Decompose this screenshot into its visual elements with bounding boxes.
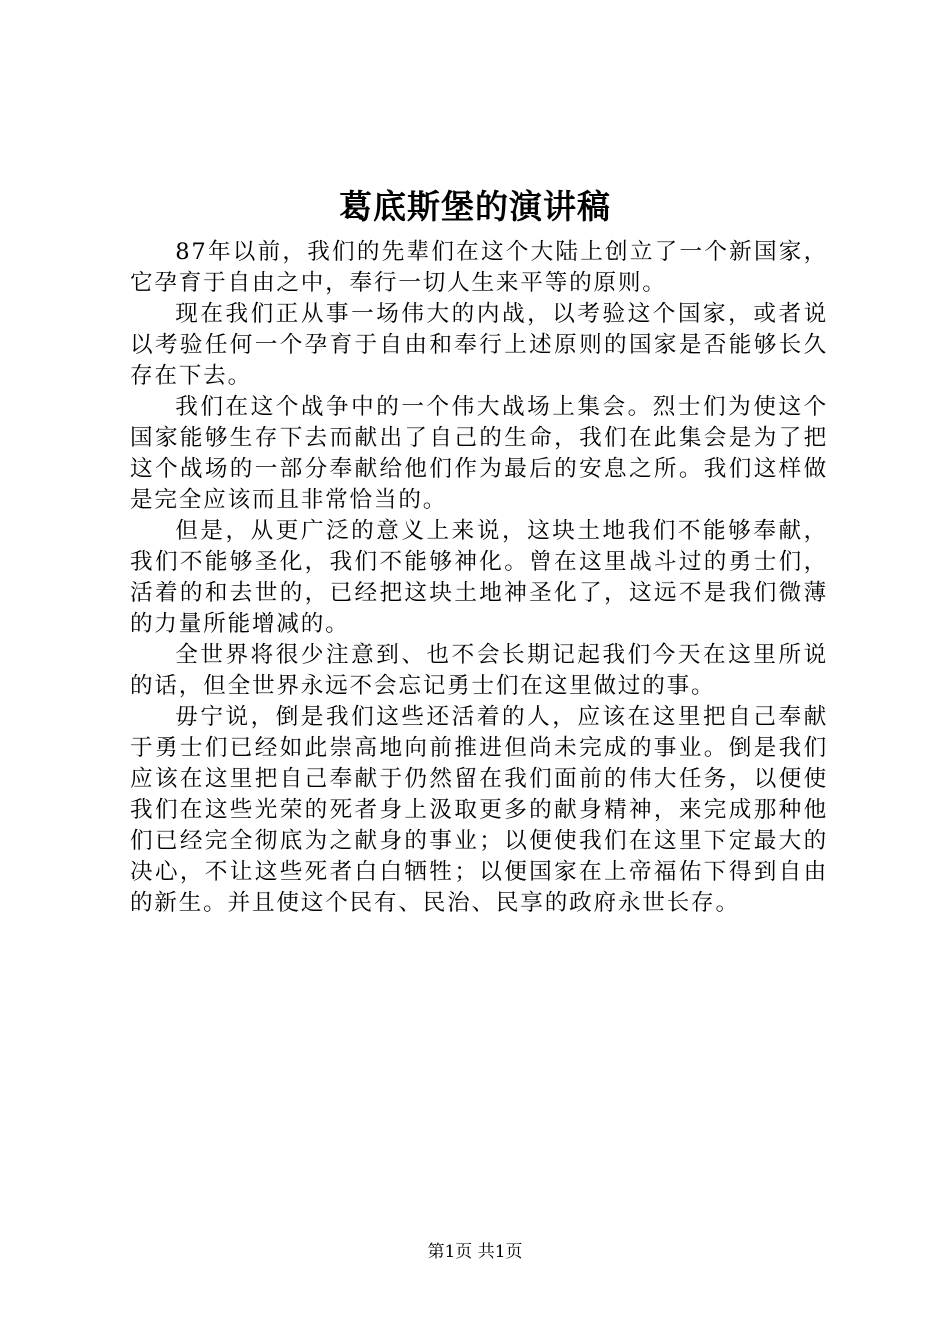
document-title: 葛底斯堡的演讲稿 [339,187,611,226]
paragraph-4: 但是，从更广泛的意义上来说，这块土地我们不能够奉献，我们不能够圣化，我们不能够神化。曾在这里战斗过的勇士们，活着的和去世的，已经把这块土地神圣化了，这远不是我们微薄的力量所能增减的。 [130,518,828,637]
page-footer: 第1页 共1页 [427,1242,523,1262]
paragraph-5: 全世界将很少注意到、也不会长期记起我们今天在这里所说的话，但全世界永远不会忘记勇士们在这里做过的事。 [130,642,828,699]
paragraph-3: 我们在这个战争中的一个伟大战场上集会。烈士们为使这个国家能够生存下去而献出了自己的生命，我们在此集会是为了把这个战场的一部分奉献给他们作为最后的安息之所。我们这样做是完全应该而且非常恰当的。 [130,394,828,513]
paragraph-2: 现在我们正从事一场伟大的内战，以考验这个国家，或者说以考验任何一个孕育于自由和奉行上述原则的国家是否能够长久存在下去。 [130,301,828,389]
paragraph-1: 87年以前，我们的先辈们在这个大陆上创立了一个新国家，它孕育于自由之中，奉行一切人生来平等的原则。 [130,239,828,296]
document-body [130,237,828,919]
paragraph-6: 毋宁说，倒是我们这些还活着的人，应该在这里把自己奉献于勇士们已经如此崇高地向前推进但尚未完成的事业。倒是我们应该在这里把自己奉献于仍然留在我们面前的伟大任务，以便使我们在这些光荣的死者身上汲取更多的献身精神，来完成那种他们已经完全彻底为之献身的事业；以便使我们在这里下定最大的决心，不让这些死者白白牺牲；以便国家在上帝福佑下得到自由的新生。并且使这个民有、民治、民享的政府永世长存。 [130,704,828,916]
